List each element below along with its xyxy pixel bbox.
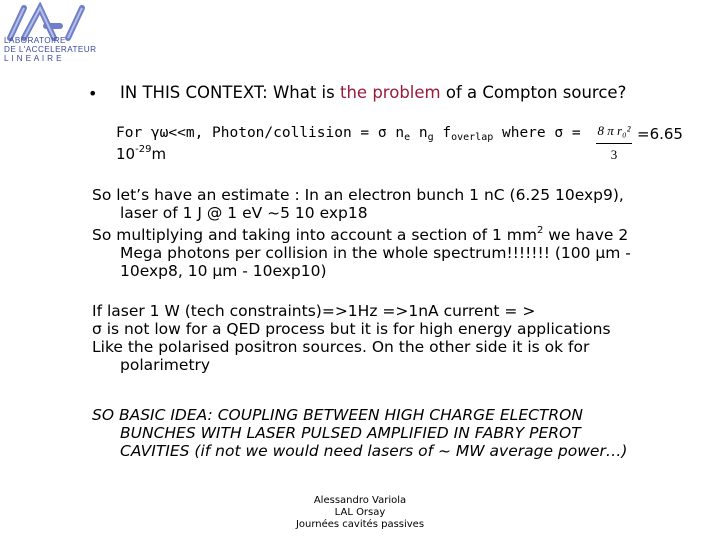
p2-line-2: σ is not low for a QED process but it is for high energy applications (92, 320, 611, 338)
formula-text-a: For γω<<m, Photon/collision = σ n (116, 125, 405, 141)
p2-line-1: If laser 1 W (tech constraints)=>1Hz =>1nA current = > (92, 302, 536, 320)
title-part-1: IN THIS CONTEXT: What is (120, 83, 340, 102)
p1-line-4: Mega photons per collision in the whole spectrum!!!!!!! (100 μm - (120, 244, 631, 262)
p3-line-1: SO BASIC IDEA: COUPLING BETWEEN HIGH CHARGE ELECTRON (92, 406, 583, 424)
slide-title (120, 83, 626, 102)
logo-line-2: DE L'ACCELERATEUR (4, 45, 97, 54)
formula-sub-e: e (404, 132, 411, 143)
formula-line-2 (116, 144, 166, 163)
lal-logo (2, 2, 100, 64)
footer-event: Journées cavités passives (295, 519, 425, 530)
formula-line2-exp: -29 (135, 144, 152, 155)
footer-author: Alessandro Variola (313, 495, 407, 506)
paragraph-basic-idea (92, 406, 627, 460)
paragraph-laser (92, 302, 611, 374)
p1-line-3 (92, 222, 631, 244)
p1-line-3a: So multiplying and taking into account a section of 1 mm (92, 226, 537, 244)
p1-line-5: 10exp8, 10 μm - 10exp10) (120, 262, 327, 280)
footer (0, 495, 720, 531)
logo-line-3: L I N E A I R E (4, 54, 63, 63)
formula-text-d: where σ = (493, 125, 581, 141)
formula-text-b: n (410, 125, 428, 141)
p3-line-3: CAVITIES (if not we would need lasers of ~ MW average power…) (120, 442, 628, 460)
p3-line-2: BUNCHES WITH LASER PULSED AMPLIFIED IN FABRY PEROT (120, 424, 581, 442)
p1-line-3b: we have 2 (543, 226, 629, 244)
formula-text-c: f (433, 125, 452, 141)
formula-sub-overlap: overlap (451, 132, 494, 143)
formula-line2-a: 10 (116, 145, 136, 163)
formula-line2-b: m (151, 145, 167, 163)
formula-line-1 (116, 125, 581, 143)
fraction-bar (596, 143, 632, 144)
p1-line-2: laser of 1 J @ 1 eV ~5 10 exp18 (120, 204, 368, 222)
p2-line-4: polarimetry (120, 356, 211, 374)
paragraph-estimate (92, 186, 631, 280)
formula-sub-g: g (427, 132, 434, 143)
title-highlight: the problem (340, 83, 441, 102)
fraction-denominator: 3 (610, 147, 618, 162)
sigma-fraction (596, 123, 632, 167)
fraction-numerator: 8 π r₀² (597, 123, 631, 138)
logo-line-1: LABORATOIRE (4, 36, 66, 45)
formula-value: =6.65 (637, 125, 683, 143)
title-part-2: of a Compton source? (440, 83, 627, 102)
p1-line-3-sup: 2 (536, 225, 544, 236)
bullet-dot: • (88, 84, 98, 103)
p1-line-1: So let’s have an estimate : In an electron bunch 1 nC (6.25 10exp9), (92, 186, 624, 204)
p2-line-3: Like the polarised positron sources. On the other side it is ok for (92, 338, 590, 356)
footer-lab: LAL Orsay (334, 507, 386, 518)
